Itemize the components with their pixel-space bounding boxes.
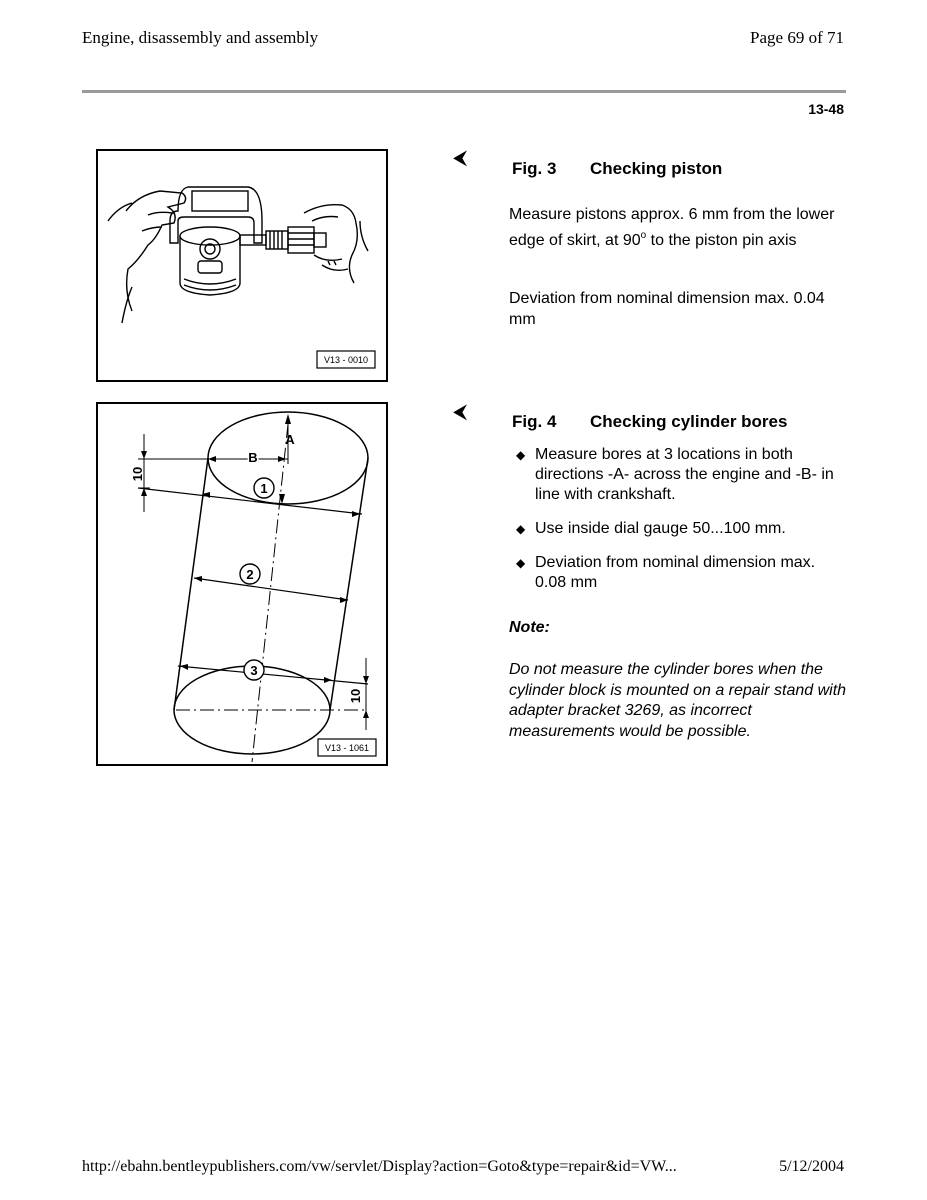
bullet-text: Deviation from nominal dimension max. 0.08 mm xyxy=(535,554,816,591)
fig3-paragraph-1 xyxy=(509,204,849,251)
footer-url: http://ebahn.bentleypublishers.com/vw/servlet/Display?action=Goto&type=repair&id=VW... xyxy=(82,1158,677,1175)
fig4-heading xyxy=(512,412,787,432)
diamond-bullet-icon: ◆ xyxy=(516,556,526,570)
list-item xyxy=(514,553,844,593)
pointer-arrow-icon: ⮜ xyxy=(453,399,468,423)
header-divider xyxy=(82,90,846,93)
page-number: Page 69 of 71 xyxy=(750,28,844,47)
direction-a-label: A xyxy=(285,432,295,447)
note-label: Note: xyxy=(509,619,550,636)
fig4-illustration xyxy=(96,402,388,766)
document-title: Engine, disassembly and assembly xyxy=(82,28,319,47)
location-3-label: 3 xyxy=(250,663,258,678)
fig4-image-label: V13 - 1061 xyxy=(324,743,370,753)
bottom-dimension-label: 10 xyxy=(348,688,363,704)
footer-date: 5/12/2004 xyxy=(779,1158,844,1175)
location-2-label: 2 xyxy=(246,567,254,582)
section-code: 13-48 xyxy=(808,101,844,117)
location-1-label: 1 xyxy=(260,481,268,496)
list-item xyxy=(514,519,844,539)
bullet-text: Use inside dial gauge 50...100 mm. xyxy=(535,520,786,537)
top-dimension-label: 10 xyxy=(130,466,145,482)
fig3-paragraph-2: Deviation from nominal dimension max. 0.04 mm xyxy=(509,290,825,328)
fig3-title: Checking piston xyxy=(590,159,723,178)
diamond-bullet-icon: ◆ xyxy=(516,522,526,536)
fig3-number: Fig. 3 xyxy=(512,159,557,178)
diamond-bullet-icon: ◆ xyxy=(516,448,526,462)
fig3-heading xyxy=(512,159,722,179)
bullet-text: Measure bores at 3 locations in both directions -A- across the engine and -B- in line with crankshaft. xyxy=(535,446,834,503)
cylinder-bore-diagram xyxy=(98,404,386,764)
degree-symbol: o xyxy=(640,230,647,241)
fig3-paragraph-1-text: Measure pistons approx. 6 mm from the lower edge of skirt, at 90 xyxy=(509,206,835,249)
bullet-list xyxy=(514,519,844,539)
fig3-image-label: V13 - 0010 xyxy=(323,355,369,365)
pointer-arrow-icon: ⮜ xyxy=(453,145,468,169)
list-item xyxy=(514,445,844,505)
micrometer-piston-drawing xyxy=(98,151,386,380)
fig4-title: Checking cylinder bores xyxy=(590,412,788,431)
fig3-illustration xyxy=(96,149,388,382)
direction-b-label: B xyxy=(248,450,258,465)
fig3-paragraph-1-text-end: to the piston pin axis xyxy=(646,232,797,249)
fig4-number: Fig. 4 xyxy=(512,412,557,431)
bullet-list xyxy=(514,445,844,505)
note-text: Do not measure the cylinder bores when the cylinder block is mounted on a repair stand with adapter bracket 3269, as incorrect measurements would be possible. xyxy=(509,661,847,740)
bullet-list xyxy=(514,553,844,593)
